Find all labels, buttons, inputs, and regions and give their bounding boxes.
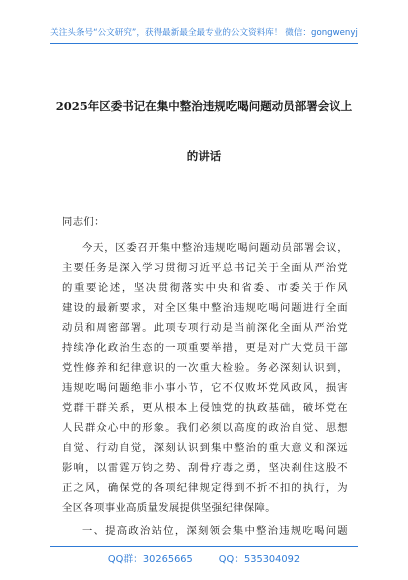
footer-divider	[50, 546, 358, 547]
paragraph-line: 持续净化政治生态的一项重要举措，更是对广大党员干部	[62, 342, 348, 354]
paragraph-line: 影响，以雷霆万钧之势、刮骨疗毒之勇，坚决刹住这股不	[62, 462, 348, 474]
paragraph-line: 违规吃喝问题绝非小事小节，它不仅败坏党风政风，损害	[62, 382, 348, 394]
paragraph-line: 人民群众心中的形象。我们必须以高度的政治自觉、思想	[62, 422, 348, 434]
paragraph-line: 党性修养和纪律意识的一次重大检验。务必深刻认识到，	[62, 362, 348, 374]
paragraph-line: 动员和周密部署。此项专项行动是当前深化全面从严治党	[62, 322, 348, 334]
document-title-continued: 的讲话	[186, 149, 222, 163]
document-title: 2025年区委书记在集中整治违规吃喝问题动员部署会议上	[55, 99, 353, 113]
paragraph-line: 主要任务是深入学习贯彻习近平总书记关于全面从严治党	[62, 262, 348, 274]
paragraph-line: 今天，区委召开集中整治违规吃喝问题动员部署会议，	[82, 242, 348, 254]
paragraph-line: 自觉、行动自觉，深刻认识到集中整治的重大意义和深远	[62, 442, 348, 454]
paragraph-line: 党群干群关系，更从根本上侵蚀党的执政基础，破坏党在	[62, 402, 348, 414]
paragraph-line: 建设的最新要求，对全区集中整治违规吃喝问题进行全面	[62, 302, 348, 314]
header-banner: 关注头条号“公文研究”，获得最新最全最专业的公文资料库！ 微信：gongwenyj	[50, 28, 358, 38]
section-heading: 一、提高政治站位，深刻领会集中整治违规吃喝问题	[82, 525, 348, 537]
qq-group-number: QQ群：30265665	[107, 554, 193, 565]
qq-number: QQ：535304092	[218, 554, 301, 565]
footer-contact	[0, 551, 408, 565]
paragraph-line: 的重要论述，坚决贯彻落实中央和省委、市委关于作风	[62, 282, 348, 294]
paragraph-line: 正之风，确保党的各项纪律规定得到不折不扣的执行，为	[62, 482, 348, 494]
paragraph-line: 全区各项事业高质量发展提供坚强纪律保障。	[62, 502, 276, 514]
header-divider	[50, 43, 358, 44]
salutation: 同志们：	[62, 216, 105, 228]
